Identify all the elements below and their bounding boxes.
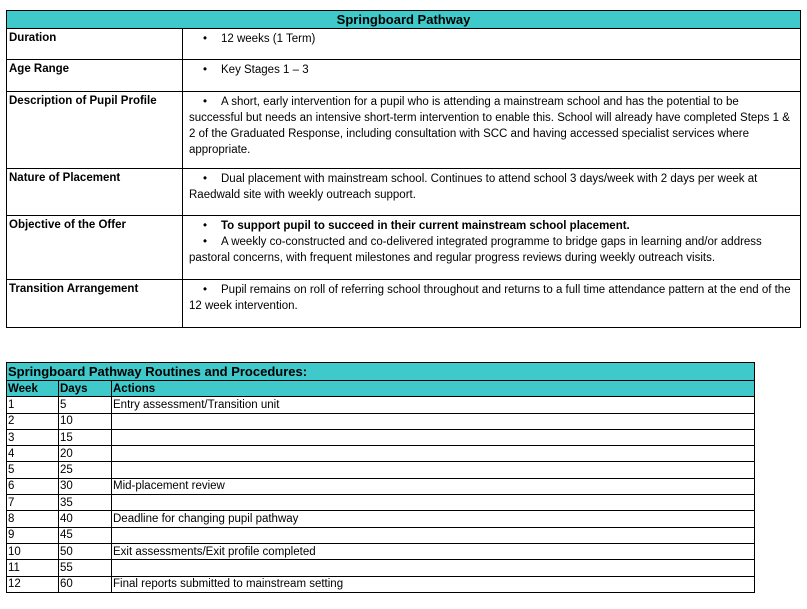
action-cell [112, 462, 755, 478]
routines-table [6, 362, 755, 593]
pathway-title: Springboard Pathway [7, 11, 801, 29]
routine-row [7, 413, 755, 429]
pathway-row-label: Objective of the Offer [7, 216, 183, 280]
pathway-row-label: Nature of Placement [7, 169, 183, 216]
bullet-item [189, 218, 794, 234]
days-cell: 40 [59, 511, 112, 527]
days-cell: 45 [59, 527, 112, 543]
week-cell: 3 [7, 429, 59, 445]
action-cell: Exit assessments/Exit profile completed [112, 543, 755, 559]
pathway-row-value [183, 29, 801, 60]
action-cell [112, 495, 755, 511]
days-cell: 25 [59, 462, 112, 478]
bullet-icon: • [203, 64, 208, 76]
pathway-row-label: Description of Pupil Profile [7, 92, 183, 169]
routine-row [7, 478, 755, 494]
routine-row [7, 495, 755, 511]
routine-row [7, 527, 755, 543]
week-cell: 8 [7, 511, 59, 527]
week-cell: 2 [7, 413, 59, 429]
bullet-item [189, 31, 794, 47]
routine-row [7, 511, 755, 527]
bullet-text: A weekly co-constructed and co-delivered integrated programme to bridge gaps in learning and/or address pastoral concerns, with frequent milestones and regular progress reviews during weekly outreach visits. [189, 236, 762, 264]
action-cell [112, 527, 755, 543]
pathway-row [7, 280, 801, 328]
bullet-text: Dual placement with mainstream school. Continues to attend school 3 days/week with 2 days per week at Raedwald site with weekly outreach support. [189, 173, 758, 201]
pathway-row-value [183, 280, 801, 328]
days-cell: 10 [59, 413, 112, 429]
bullet-item [189, 171, 794, 203]
bullet-item [189, 234, 794, 266]
days-cell: 15 [59, 429, 112, 445]
week-cell: 6 [7, 478, 59, 494]
week-cell: 9 [7, 527, 59, 543]
action-cell: Entry assessment/Transition unit [112, 397, 755, 413]
days-cell: 20 [59, 446, 112, 462]
bullet-text: Key Stages 1 – 3 [221, 64, 309, 76]
days-column-header: Days [59, 381, 112, 397]
week-column-header: Week [7, 381, 59, 397]
week-cell: 7 [7, 495, 59, 511]
bullet-icon: • [203, 220, 208, 232]
bullet-icon: • [203, 236, 208, 248]
pathway-row [7, 216, 801, 280]
days-cell: 35 [59, 495, 112, 511]
week-cell: 11 [7, 560, 59, 576]
action-cell: Final reports submitted to mainstream setting [112, 576, 755, 592]
week-cell: 12 [7, 576, 59, 592]
pathway-row-label: Transition Arrangement [7, 280, 183, 328]
bullet-text: A short, early intervention for a pupil who is attending a mainstream school and has the potential to be successful but needs an intensive short-term intervention to enable this. School will already have completed Steps 1 & 2 of the Graduated Response, including consultation with SCC and having accessed specialist services where appropriate. [189, 96, 790, 156]
bullet-icon: • [203, 96, 208, 108]
days-cell: 50 [59, 543, 112, 559]
pathway-row-value [183, 92, 801, 169]
routine-row [7, 576, 755, 592]
pathway-row-label: Age Range [7, 60, 183, 92]
bullet-text: 12 weeks (1 Term) [221, 33, 316, 45]
week-cell: 10 [7, 543, 59, 559]
action-cell: Mid-placement review [112, 478, 755, 494]
routine-row [7, 543, 755, 559]
pathway-row-value [183, 216, 801, 280]
days-cell: 30 [59, 478, 112, 494]
bullet-icon: • [203, 173, 208, 185]
days-cell: 55 [59, 560, 112, 576]
routines-title-row [7, 363, 755, 381]
routines-header-row [7, 381, 755, 397]
routines-title: Springboard Pathway Routines and Procedures: [7, 363, 755, 381]
bullet-item [189, 94, 794, 158]
week-cell: 4 [7, 446, 59, 462]
days-cell: 5 [59, 397, 112, 413]
action-cell: Deadline for changing pupil pathway [112, 511, 755, 527]
pathway-row [7, 29, 801, 60]
routine-row [7, 560, 755, 576]
week-cell: 5 [7, 462, 59, 478]
actions-column-header: Actions [112, 381, 755, 397]
action-cell [112, 560, 755, 576]
routine-row [7, 462, 755, 478]
days-cell: 60 [59, 576, 112, 592]
routine-row [7, 397, 755, 413]
action-cell [112, 413, 755, 429]
pathway-row-label: Duration [7, 29, 183, 60]
bullet-icon: • [203, 33, 208, 45]
pathway-row [7, 60, 801, 92]
pathway-table [6, 10, 801, 328]
bullet-icon: • [203, 284, 208, 296]
pathway-row [7, 92, 801, 169]
action-cell [112, 429, 755, 445]
pathway-row [7, 169, 801, 216]
bullet-item [189, 62, 794, 78]
bullet-text: Pupil remains on roll of referring school throughout and returns to a full time attendance pattern at the end of the 12 week intervention. [189, 284, 791, 312]
pathway-title-row [7, 11, 801, 29]
bullet-item [189, 282, 794, 314]
routine-row [7, 446, 755, 462]
week-cell: 1 [7, 397, 59, 413]
routine-row [7, 429, 755, 445]
pathway-row-value [183, 169, 801, 216]
pathway-row-value [183, 60, 801, 92]
action-cell [112, 446, 755, 462]
bullet-text: To support pupil to succeed in their current mainstream school placement. [221, 220, 630, 232]
